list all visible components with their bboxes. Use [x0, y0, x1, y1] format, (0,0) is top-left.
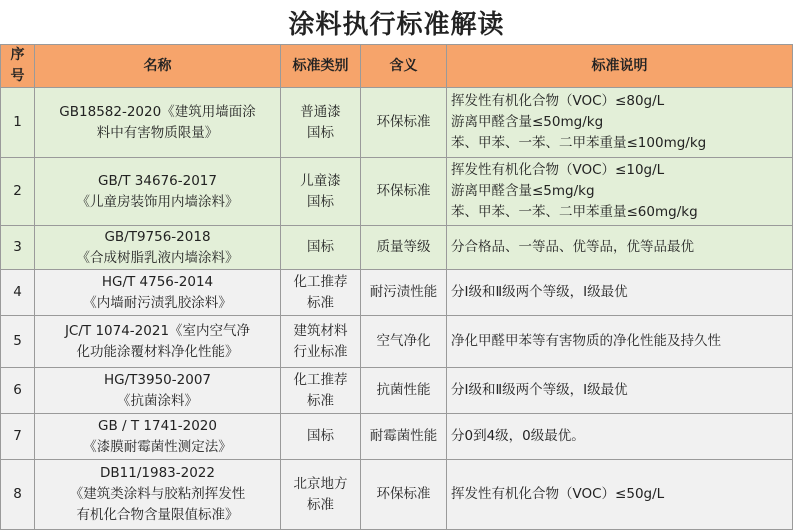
table-header-row — [1, 45, 793, 88]
row-name — [35, 460, 281, 530]
row-description — [447, 158, 793, 226]
name-line: 有机化合物含量限值标准》 — [76, 507, 239, 523]
row-no: 3 — [1, 226, 35, 270]
table-row — [1, 316, 793, 368]
desc-line: 挥发性有机化合物（VOC）≤10g/L — [451, 162, 665, 178]
name-line: 《建筑类涂料与胶粘剂挥发性 — [69, 486, 246, 502]
row-meaning: 环保标准 — [361, 158, 447, 226]
name-line: GB/T 34676-2017 — [98, 172, 217, 189]
row-no: 6 — [1, 368, 35, 414]
row-no: 7 — [1, 414, 35, 460]
desc-line: 分0到4级，0级最优。 — [451, 428, 585, 444]
category-line: 国标 — [307, 193, 334, 210]
name-line: 《合成树脂乳液内墙涂料》 — [76, 249, 239, 266]
table-row — [1, 88, 793, 158]
desc-line: 分Ⅰ级和Ⅱ级两个等级，Ⅰ级最优 — [451, 284, 628, 300]
desc-line: 分Ⅰ级和Ⅱ级两个等级，Ⅰ级最优 — [451, 382, 628, 398]
header-description: 标准说明 — [447, 45, 793, 88]
desc-line: 游离甲醛含量≤5mg/kg — [451, 183, 595, 199]
category-line: 标准 — [307, 496, 334, 513]
desc-line: 净化甲醛甲苯等有害物质的净化性能及持久性 — [451, 333, 721, 349]
row-meaning: 耐污渍性能 — [361, 270, 447, 316]
row-description — [447, 368, 793, 414]
name-line: GB / T 1741-2020 — [98, 417, 217, 434]
table-row — [1, 368, 793, 414]
standards-table — [0, 44, 793, 530]
row-description — [447, 88, 793, 158]
row-meaning: 耐霉菌性能 — [361, 414, 447, 460]
row-category — [281, 270, 361, 316]
desc-line: 分合格品、一等品、优等品，优等品最优 — [451, 239, 694, 255]
row-no: 8 — [1, 460, 35, 530]
category-line: 国标 — [307, 124, 334, 141]
name-line: 《漆膜耐霉菌性测定法》 — [83, 438, 232, 455]
name-line: 《儿童房装饰用内墙涂料》 — [76, 193, 239, 210]
name-line: GB18582-2020《建筑用墙面涂 — [59, 103, 256, 120]
row-description — [447, 226, 793, 270]
category-line: 北京地方 — [293, 475, 348, 492]
desc-line: 苯、甲苯、一苯、二甲苯重量≤100mg/kg — [451, 135, 707, 151]
row-no: 2 — [1, 158, 35, 226]
row-category — [281, 226, 361, 270]
category-line: 建筑材料 — [293, 322, 348, 339]
row-meaning: 质量等级 — [361, 226, 447, 270]
row-category — [281, 368, 361, 414]
row-meaning: 抗菌性能 — [361, 368, 447, 414]
desc-line: 挥发性有机化合物（VOC）≤50g/L — [451, 486, 665, 502]
name-line: 化功能涂覆材料净化性能》 — [76, 343, 239, 360]
row-category — [281, 460, 361, 530]
row-name — [35, 414, 281, 460]
row-category — [281, 158, 361, 226]
row-meaning: 空气净化 — [361, 316, 447, 368]
table-row — [1, 270, 793, 316]
name-line: 《抗菌涂料》 — [117, 392, 198, 409]
row-meaning: 环保标准 — [361, 460, 447, 530]
category-line: 化工推荐 — [293, 273, 348, 290]
category-line: 国标 — [307, 239, 334, 255]
row-category — [281, 316, 361, 368]
row-no: 5 — [1, 316, 35, 368]
desc-line: 游离甲醛含量≤50mg/kg — [451, 114, 604, 130]
name-line: 料中有害物质限量》 — [96, 124, 219, 141]
category-line: 化工推荐 — [293, 371, 348, 388]
row-category — [281, 88, 361, 158]
row-description — [447, 316, 793, 368]
name-line: GB/T9756-2018 — [104, 228, 211, 245]
name-line: DB11/1983-2022 — [100, 465, 215, 481]
row-name — [35, 226, 281, 270]
row-category — [281, 414, 361, 460]
row-no: 1 — [1, 88, 35, 158]
header-no: 序号 — [1, 45, 35, 88]
category-line: 儿童漆 — [300, 172, 341, 189]
table-row — [1, 460, 793, 530]
row-description — [447, 414, 793, 460]
name-line: JC/T 1074-2021《室内空气净 — [64, 322, 251, 339]
header-name: 名称 — [35, 45, 281, 88]
row-no: 4 — [1, 270, 35, 316]
row-name — [35, 270, 281, 316]
header-category: 标准类别 — [281, 45, 361, 88]
category-line: 标准 — [307, 392, 334, 409]
row-name — [35, 316, 281, 368]
category-line: 行业标准 — [293, 343, 348, 360]
row-name — [35, 88, 281, 158]
row-description — [447, 270, 793, 316]
table-row — [1, 414, 793, 460]
table-row — [1, 158, 793, 226]
category-line: 标准 — [307, 294, 334, 311]
name-line: HG/T 4756-2014 — [101, 273, 214, 290]
desc-line: 挥发性有机化合物（VOC）≤80g/L — [451, 93, 665, 109]
name-line: HG/T3950-2007 — [104, 371, 211, 388]
page-title: 涂料执行标准解读 — [0, 0, 793, 45]
row-name — [35, 158, 281, 226]
desc-line: 苯、甲苯、一苯、二甲苯重量≤60mg/kg — [451, 204, 698, 220]
category-line: 普通漆 — [300, 103, 341, 120]
name-line: 《内墙耐污渍乳胶涂料》 — [83, 294, 232, 311]
category-line: 国标 — [307, 428, 334, 444]
header-meaning: 含义 — [361, 45, 447, 88]
table-row — [1, 226, 793, 270]
row-description — [447, 460, 793, 530]
row-name — [35, 368, 281, 414]
row-meaning: 环保标准 — [361, 88, 447, 158]
